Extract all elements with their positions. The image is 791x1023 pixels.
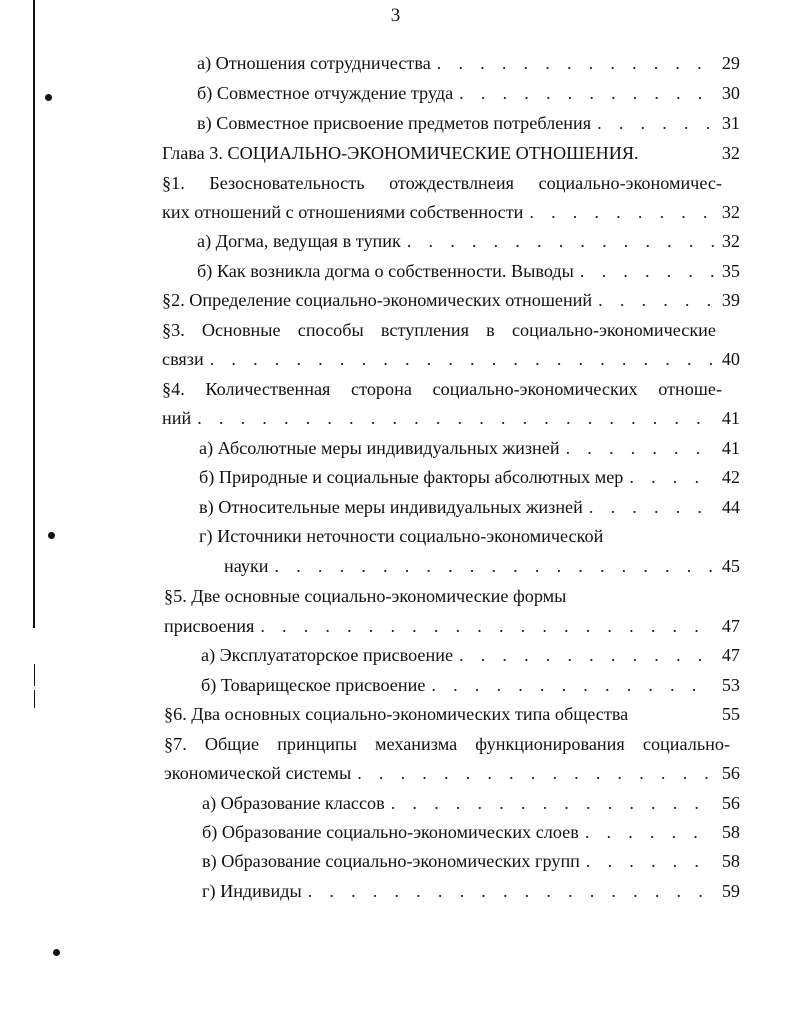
toc-entry <box>202 878 740 904</box>
toc-entry-title: б) Природные и социальные факторы абсолютных мер <box>199 467 624 487</box>
toc-entry-title: в) Образование социально-экономических групп <box>202 851 580 871</box>
toc-entry-page: 58 <box>721 851 740 871</box>
toc-entry-title: в) Совместное присвоение предметов потребления <box>197 113 592 133</box>
toc-entry-page: 35 <box>721 261 740 281</box>
toc-entry-page: 47 <box>721 616 740 636</box>
toc-entry-page: 58 <box>721 822 740 842</box>
toc-entry-title: б) Образование социально-экономических слоев <box>202 822 579 842</box>
dot-leader <box>425 672 714 698</box>
toc-entry-page: 32 <box>721 143 740 163</box>
toc-entry-title: §6. Два основных социально-экономических типа общества <box>164 704 629 724</box>
dot-leader <box>302 878 714 904</box>
toc-entry-page: 53 <box>721 675 740 695</box>
toc-entry-title: науки <box>224 556 269 576</box>
toc-entry <box>202 790 740 816</box>
toc-entry <box>199 464 740 490</box>
toc-entry <box>164 613 740 639</box>
toc-entry <box>201 672 740 698</box>
toc-entry <box>202 819 740 845</box>
toc-entry <box>164 760 740 786</box>
dot-leader <box>269 553 714 579</box>
toc-entry-title: б) Как возникла догма о собственности. Выводы <box>197 261 574 281</box>
toc-entry-title: в) Относительные меры индивидуальных жизней <box>199 497 583 517</box>
toc-entry-title: Глава 3. СОЦИАЛЬНО-ЭКОНОМИЧЕСКИЕ ОТНОШЕНИЯ. <box>162 143 639 163</box>
scan-margin-line <box>33 0 35 628</box>
scan-margin-line-fragment <box>34 690 35 708</box>
toc-entry-page: 47 <box>721 645 740 665</box>
toc-entry-title: связи <box>162 349 204 369</box>
dot-leader <box>401 228 714 254</box>
dot-leader <box>191 405 714 431</box>
toc-entry <box>201 642 740 668</box>
toc-entry-title: а) Догма, ведущая в тупик <box>197 231 401 251</box>
scan-hole-mark <box>48 532 55 539</box>
toc-entry <box>197 80 740 106</box>
toc-entry-title-line: §1. Безосновательность отождествлнеия социально-экономичес- <box>162 173 722 193</box>
toc-entry-title: ких отношений с отношениями собственности <box>162 202 524 222</box>
toc-entry-title: а) Образование классов <box>202 793 385 813</box>
toc-entry-title: присвоения <box>164 616 255 636</box>
dot-leader <box>580 848 714 874</box>
toc-entry-title: г) Индивиды <box>202 881 302 901</box>
dot-leader <box>623 464 714 490</box>
toc-entry-title: экономической системы <box>164 763 352 783</box>
toc-entry-title: а) Абсолютные меры индивидуальных жизней <box>199 438 560 458</box>
dot-leader <box>453 80 714 106</box>
toc-entry-page: 40 <box>721 349 740 369</box>
toc-entry-page: 41 <box>721 438 740 458</box>
toc-entry-title: б) Совместное отчуждение труда <box>197 83 454 103</box>
scan-hole-mark <box>53 949 60 956</box>
page-number: 3 <box>390 5 401 26</box>
scan-hole-mark <box>45 94 52 101</box>
toc-entry-page: 45 <box>721 556 740 576</box>
toc-entry-title-line: §3. Основные способы вступления в социально-экономические <box>162 320 716 340</box>
dot-leader <box>431 50 714 76</box>
toc-entry-title: а) Отношения сотрудничества <box>197 53 431 73</box>
toc-entry <box>197 110 740 136</box>
dot-leader <box>453 642 714 668</box>
toc-entry-title-line: г) Источники неточности социально-экономической <box>199 526 604 546</box>
toc-entry-title: §2. Определение социально-экономических отношений <box>162 290 593 310</box>
toc-entry <box>162 405 740 431</box>
toc-entry-page: 32 <box>721 231 740 251</box>
dot-leader <box>583 494 714 520</box>
toc-entry <box>199 435 740 461</box>
toc-entry <box>162 287 740 313</box>
toc-entry <box>197 228 740 254</box>
toc-entry-title-line: §7. Общие принципы механизма функционирования социально- <box>164 734 730 754</box>
toc-entry-page: 39 <box>721 290 740 310</box>
dot-leader <box>579 819 714 845</box>
toc-entry-page: 29 <box>721 53 740 73</box>
toc-entry-page: 31 <box>721 113 740 133</box>
toc-entry <box>224 553 740 579</box>
toc-entry <box>162 199 740 225</box>
toc-entry-page: 59 <box>721 881 740 901</box>
scan-margin-line-fragment <box>34 664 35 686</box>
toc-entry <box>197 258 740 284</box>
toc-entry-page: 55 <box>721 704 740 724</box>
toc-entry-page: 44 <box>721 497 740 517</box>
toc-entry <box>164 701 740 727</box>
toc-entry-title-line: §4. Количественная сторона социально-экономических отноше- <box>162 379 722 399</box>
toc-entry-title: а) Эксплуататорское присвоение <box>201 645 454 665</box>
toc-entry-page: 30 <box>721 83 740 103</box>
toc-entry <box>197 50 740 76</box>
toc-entry-chapter <box>162 140 740 166</box>
toc-entry <box>199 494 740 520</box>
toc-entry-title: б) Товарищеское присвоение <box>201 675 426 695</box>
toc-entry-title-line: §5. Две основные социально-экономические формы <box>164 586 567 606</box>
dot-leader <box>254 613 714 639</box>
dot-leader <box>592 287 714 313</box>
toc-entry-page: 42 <box>721 467 740 487</box>
dot-leader <box>385 790 714 816</box>
dot-leader <box>351 760 714 786</box>
toc-entry-page: 32 <box>721 202 740 222</box>
dot-leader <box>523 199 714 225</box>
dot-leader <box>591 110 714 136</box>
toc-entry-page: 56 <box>721 793 740 813</box>
toc-entry-page: 56 <box>721 763 740 783</box>
toc-entry-title: ний <box>162 408 192 428</box>
toc-entry <box>202 848 740 874</box>
toc-entry <box>162 346 740 372</box>
toc-entry-page: 41 <box>721 408 740 428</box>
dot-leader <box>574 258 714 284</box>
dot-leader <box>204 346 714 372</box>
dot-leader <box>560 435 714 461</box>
